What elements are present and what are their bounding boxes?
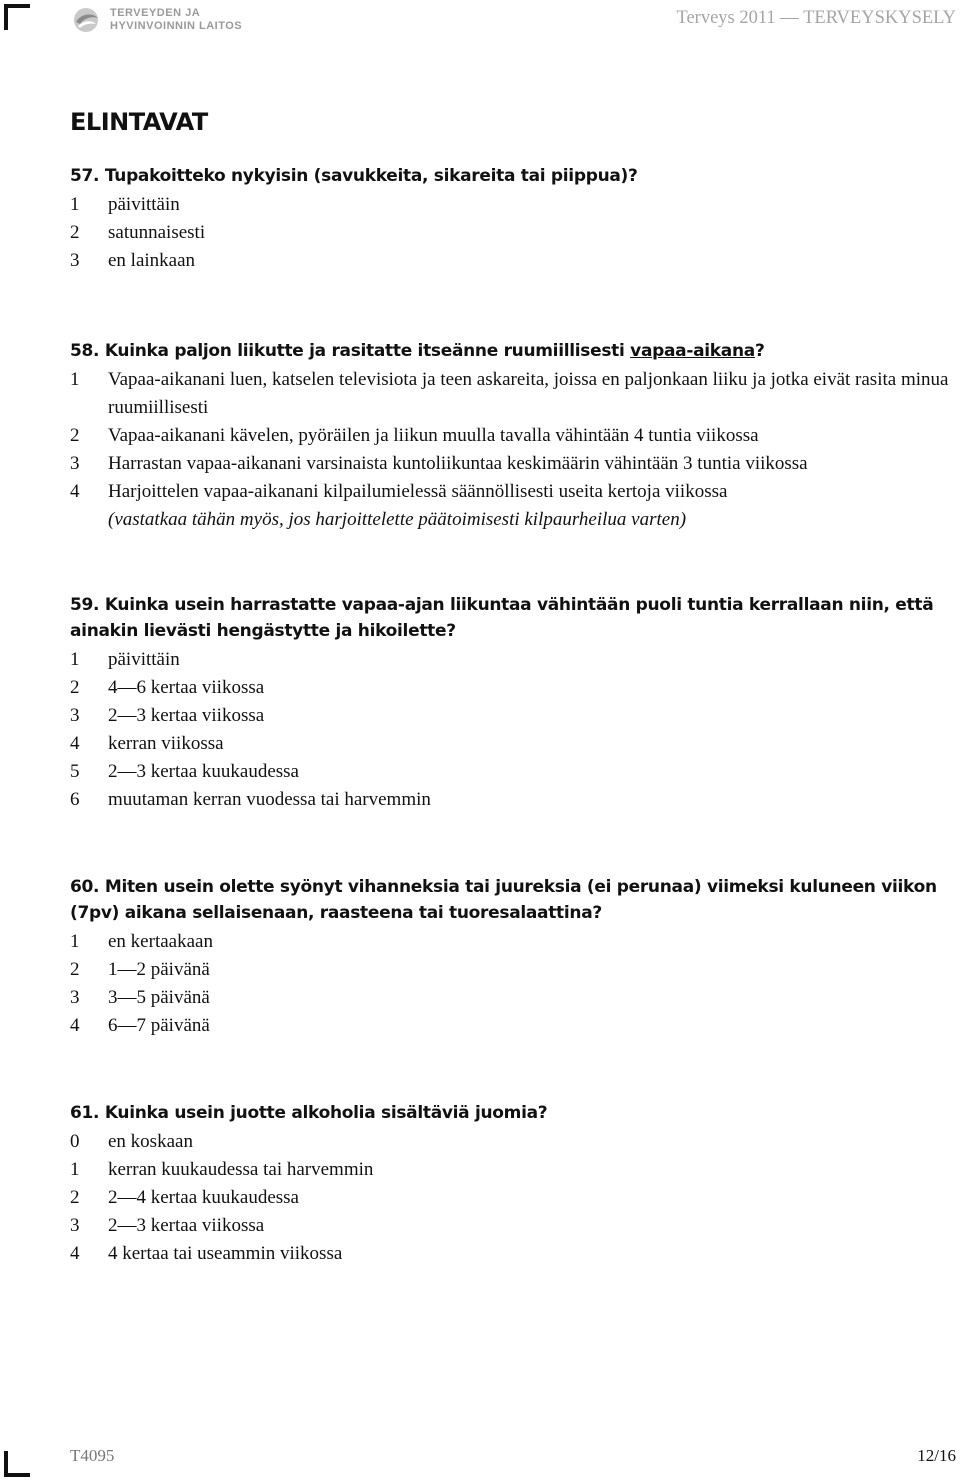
option-number: 3 (70, 250, 80, 271)
question-title-main: 58. Kuinka paljon liikutte ja rasitatte itseänne ruumiillisesti (70, 341, 631, 361)
option-label: 3—5 päivänä (108, 987, 210, 1008)
answer-option[interactable] (70, 191, 950, 219)
option-number: 5 (70, 761, 80, 782)
answer-option[interactable] (70, 366, 950, 422)
question-title: 57. Tupakoitteko nykyisin (savukkeita, sikareita tai piippua)? (70, 166, 638, 186)
answer-option[interactable] (70, 984, 950, 1012)
answer-option[interactable] (70, 928, 950, 956)
survey-title: Terveys 2011 — TERVEYSKYSELY (676, 8, 956, 28)
option-label: päivittäin (108, 194, 180, 215)
option-number: 4 (70, 1015, 80, 1036)
corner-mark-bottom-horizontal (4, 1473, 30, 1477)
question-title: 59. Kuinka usein harrastatte vapaa-ajan liikuntaa vähintään puoli tuntia kerrallaan niin, että ainakin lievästi hengästytte ja hikoilette? (70, 595, 934, 641)
option-label: kerran viikossa (108, 733, 224, 754)
question-60 (70, 874, 950, 1040)
option-number: 3 (70, 705, 80, 726)
org-name-line2: HYVINVOINNIN LAITOS (110, 20, 243, 32)
option-label: 2—3 kertaa kuukaudessa (108, 761, 299, 782)
option-number: 1 (70, 1159, 80, 1180)
option-number: 3 (70, 987, 80, 1008)
option-number: 3 (70, 453, 80, 474)
answer-option[interactable] (70, 730, 950, 758)
question-title: 60. Miten usein olette syönyt vihanneksia tai juureksia (ei perunaa) viimeksi kuluneen viikon (7pv) aikana sellaisenaan, raasteena tai tuoresalaattina? (70, 877, 937, 923)
answer-option[interactable] (70, 702, 950, 730)
answer-option[interactable] (70, 758, 950, 786)
option-number: 3 (70, 1215, 80, 1236)
answer-option[interactable] (70, 1184, 950, 1212)
question-57 (70, 163, 950, 275)
option-number: 4 (70, 733, 80, 754)
option-number: 4 (70, 1243, 80, 1264)
answer-option[interactable] (70, 219, 950, 247)
option-number: 6 (70, 789, 80, 810)
form-code: T4095 (70, 1446, 115, 1465)
option-label: 1—2 päivänä (108, 959, 210, 980)
option-label: 4 kertaa tai useammin viikossa (108, 1243, 343, 1264)
answer-option[interactable] (70, 674, 950, 702)
answer-option[interactable] (70, 247, 950, 275)
option-label: 4—6 kertaa viikossa (108, 677, 265, 698)
option-number: 2 (70, 222, 80, 243)
org-name (110, 7, 242, 33)
option-number: 1 (70, 369, 80, 390)
answer-option[interactable] (70, 1240, 950, 1268)
answer-option[interactable] (70, 1128, 950, 1156)
page-number: 12/16 (917, 1446, 956, 1465)
option-number: 1 (70, 931, 80, 952)
option-label: kerran kuukaudessa tai harvemmin (108, 1159, 374, 1180)
question-58 (70, 338, 950, 534)
option-label: Harrastan vapaa-aikanani varsinaista kuntoliikuntaa keskimäärin vähintään 3 tuntia viikossa (108, 453, 808, 474)
answer-option[interactable] (70, 956, 950, 984)
answer-option[interactable] (70, 450, 950, 478)
option-label: en koskaan (108, 1131, 193, 1152)
answer-option[interactable] (70, 422, 950, 450)
corner-mark-top-vertical (4, 4, 8, 30)
option-label: päivittäin (108, 649, 180, 670)
option-number: 2 (70, 425, 80, 446)
answer-option[interactable] (70, 1156, 950, 1184)
question-title-emphasis: vapaa-aikana (630, 341, 755, 361)
option-number: 2 (70, 959, 80, 980)
option-number: 4 (70, 481, 80, 502)
option-number: 1 (70, 194, 80, 215)
option-label: Vapaa-aikanani kävelen, pyöräilen ja liikun muulla tavalla vähintään 4 tuntia viikossa (108, 425, 759, 446)
answer-option[interactable] (70, 1212, 950, 1240)
option-label: 2—4 kertaa kuukaudessa (108, 1187, 299, 1208)
option-number: 2 (70, 1187, 80, 1208)
question-61 (70, 1100, 950, 1268)
question-title: 61. Kuinka usein juotte alkoholia sisältäviä juomia? (70, 1103, 548, 1123)
section-title: ELINTAVAT (70, 108, 208, 136)
option-label: 6—7 päivänä (108, 1015, 210, 1036)
answer-option[interactable] (70, 1012, 950, 1040)
org-logo (70, 6, 242, 34)
option-label: en lainkaan (108, 250, 196, 271)
option-label: Vapaa-aikanani luen, katselen televisiota ja teen askareita, joissa en paljonkaan liiku ja jotka eivät rasita minua ruumiillisesti (108, 369, 949, 418)
answer-option[interactable] (70, 646, 950, 674)
answer-option[interactable] (70, 478, 950, 506)
option-number: 2 (70, 677, 80, 698)
option-label: en kertaakaan (108, 931, 213, 952)
question-59 (70, 592, 950, 814)
option-number: 1 (70, 649, 80, 670)
option-label: 2—3 kertaa viikossa (108, 1215, 265, 1236)
answer-option[interactable] (70, 786, 950, 814)
org-name-line1: TERVEYDEN JA (110, 7, 201, 19)
question-title-end: ? (754, 341, 765, 361)
option-label: satunnaisesti (108, 222, 206, 243)
option-number: 0 (70, 1131, 80, 1152)
option-label: 2—3 kertaa viikossa (108, 705, 265, 726)
option-label: Harjoittelen vapaa-aikanani kilpailumielessä säännöllisesti useita kertoja viikossa (108, 481, 728, 502)
org-logo-icon (70, 6, 102, 34)
question-title (70, 338, 950, 364)
answer-note: (vastatkaa tähän myös, jos harjoittelette päätoimisesti kilpaurheilua varten) (108, 509, 687, 530)
option-label: muutaman kerran vuodessa tai harvemmin (108, 789, 431, 810)
